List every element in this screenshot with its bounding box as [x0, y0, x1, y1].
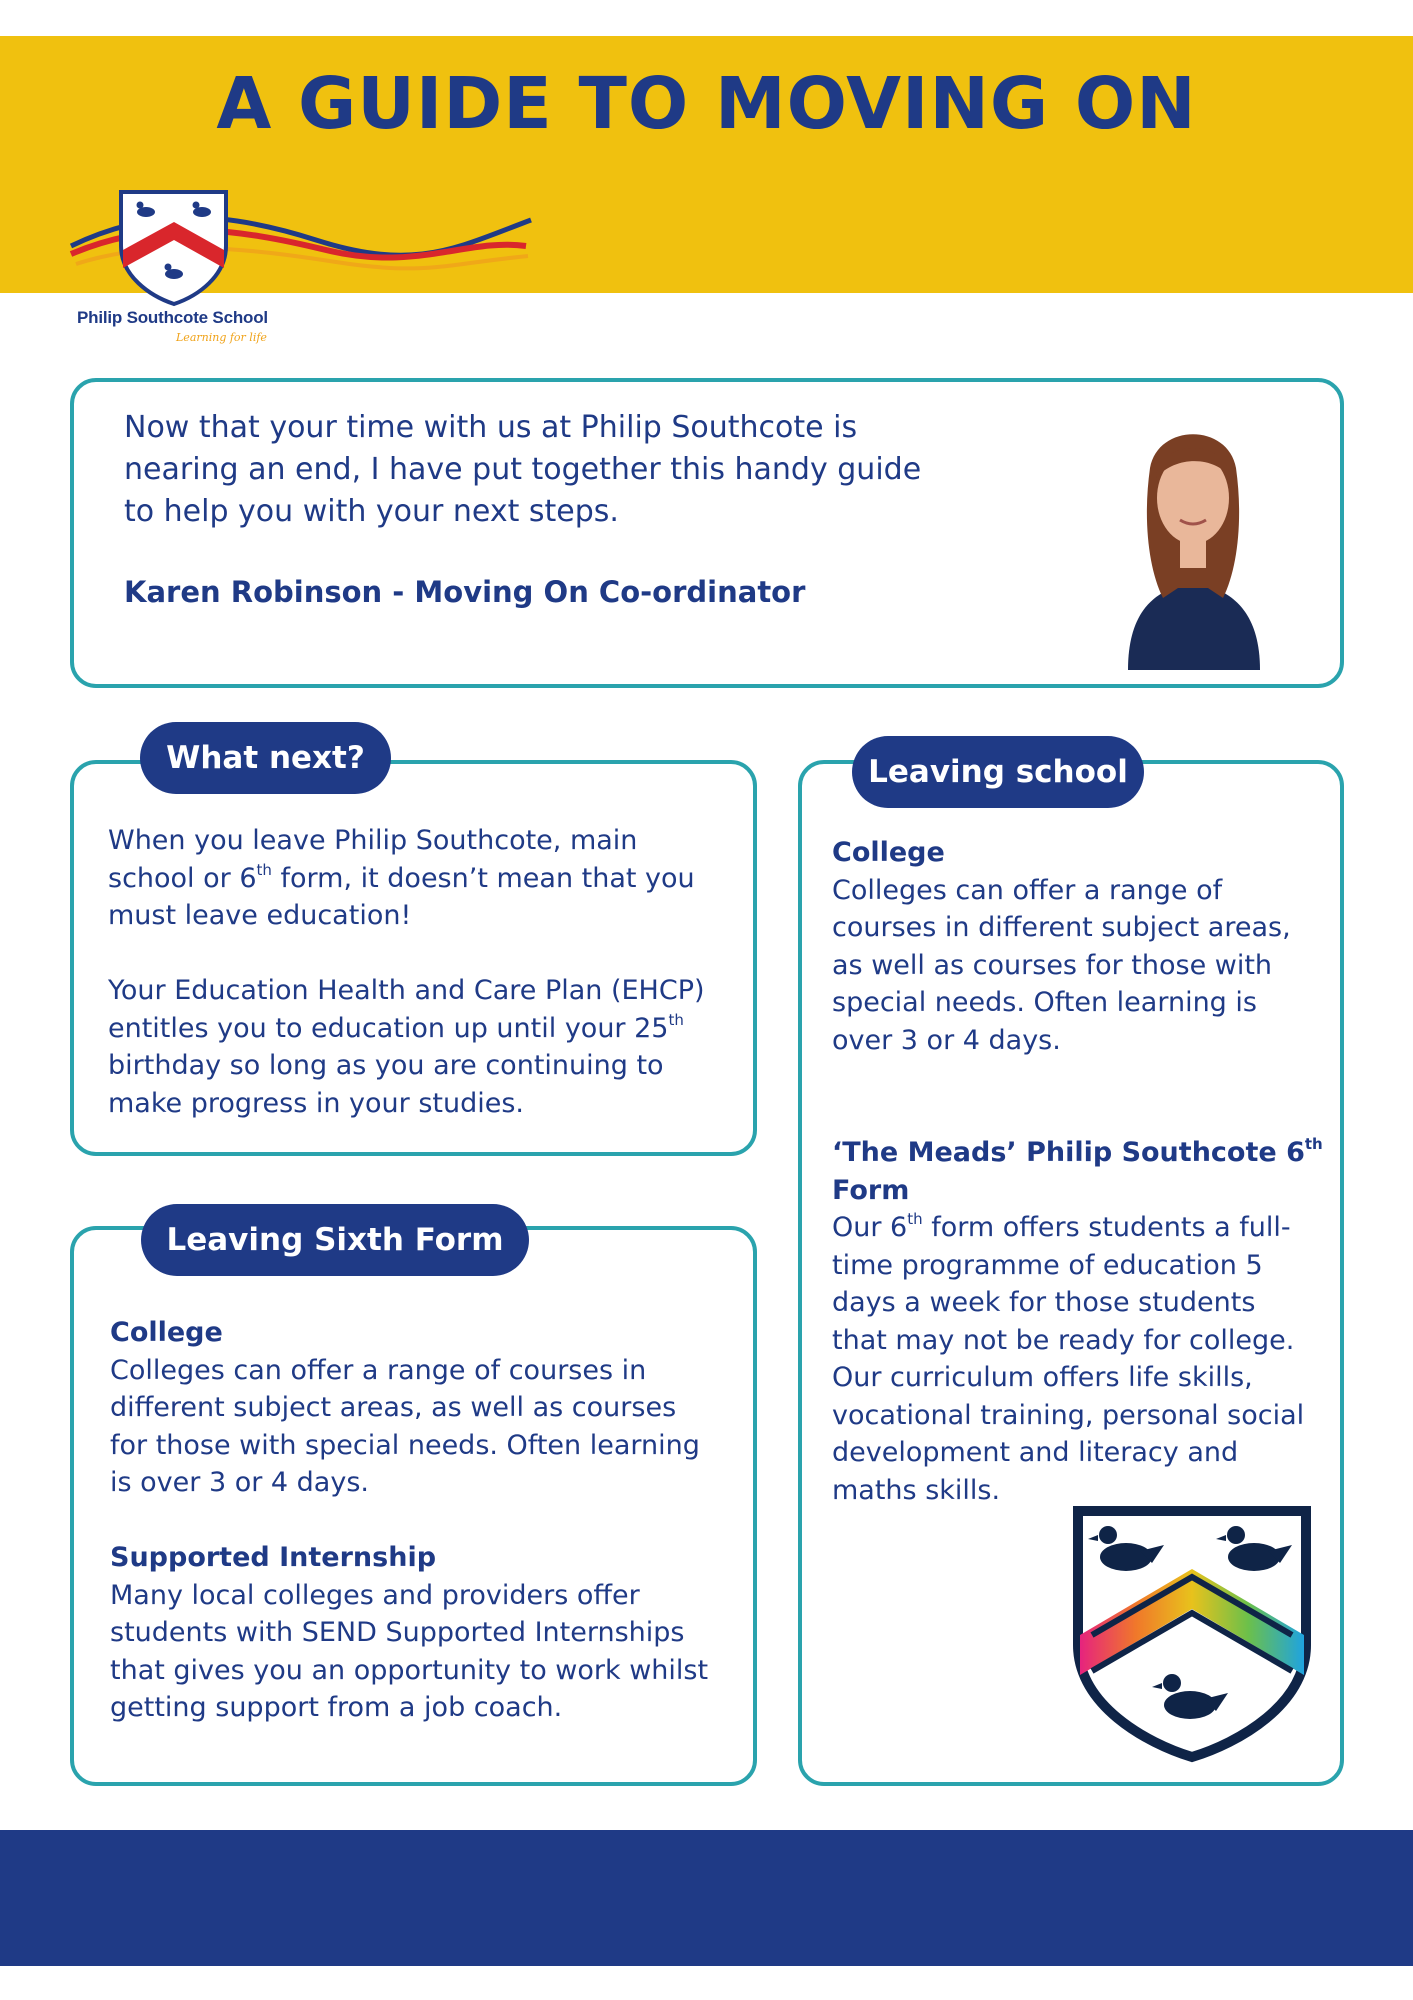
what-next-text [108, 822, 738, 1122]
paragraph-line: different subject areas, as well as courses [110, 1392, 677, 1423]
paragraph-line: Our 6th form offers students a full- [832, 1210, 1291, 1243]
intro-line: to help you with your next steps. [124, 494, 619, 529]
paragraph-line: courses in different subject areas, [832, 912, 1291, 943]
paragraph-line: students with SEND Supported Internships [110, 1617, 685, 1648]
college-subheading: College [832, 837, 945, 868]
paragraph-line: over 3 or 4 days. [832, 1024, 1061, 1056]
paragraph-line: Our curriculum offers life skills, [832, 1362, 1253, 1393]
paragraph-line: Colleges can offer a range of [832, 874, 1223, 906]
intro-signature: Karen Robinson - Moving On Co-ordinator [124, 575, 806, 609]
intro-line: Now that your time with us at Philip Southcote is [124, 410, 858, 445]
paragraph-line: make progress in your studies. [108, 1087, 525, 1119]
paragraph-line: as well as courses for those with [832, 949, 1273, 981]
paragraph-line: Many local colleges and providers offer [110, 1579, 640, 1611]
paragraph-line: time programme of education 5 [832, 1249, 1263, 1281]
paragraph-line: birthday so long as you are continuing to [108, 1050, 664, 1081]
paragraph-line: days a week for those students [832, 1287, 1256, 1318]
intro-line: nearing an end, I have put together this handy guide [124, 452, 922, 487]
coordinator-portrait [1088, 398, 1298, 670]
paragraph-line: for those with special needs. Often learning [110, 1429, 700, 1461]
paragraph-line: that may not be ready for college. [832, 1324, 1295, 1356]
paragraph-line: Colleges can offer a range of courses in [110, 1354, 647, 1386]
paragraph-line: entitles you to education up until your 25th [108, 1010, 684, 1044]
internship-subheading: Supported Internship [110, 1542, 437, 1573]
paragraph-line: maths skills. [832, 1474, 1001, 1506]
school-tagline: Learning for life [176, 331, 267, 344]
what-next-heading: What next? [140, 722, 391, 794]
paragraph-line: When you leave Philip Southcote, main [108, 825, 638, 856]
paragraph-line: is over 3 or 4 days. [110, 1467, 369, 1498]
paragraph-line: development and literacy and [832, 1437, 1239, 1468]
paragraph-line: getting support from a job coach. [110, 1692, 563, 1723]
paragraph-line: vocational training, personal social [832, 1399, 1305, 1431]
page-title: A GUIDE TO MOVING ON [216, 62, 1197, 145]
paragraph-line: must leave education! [108, 900, 412, 931]
college-subheading: College [110, 1317, 223, 1348]
leaving-sixth-form-heading: Leaving Sixth Form [141, 1204, 529, 1276]
paragraph-line: special needs. Often learning is [832, 987, 1257, 1018]
school-crest-icon [1068, 1505, 1316, 1763]
leaving-school-text [832, 834, 1337, 1509]
paragraph-line: that gives you an opportunity to work whilst [110, 1654, 709, 1686]
paragraph-line: school or 6th form, it doesn’t mean that you [108, 860, 695, 894]
intro-message [124, 407, 944, 533]
meads-subheading: ‘The Meads’ Philip Southcote 6th [832, 1135, 1323, 1168]
leaving-school-heading: Leaving school [852, 736, 1144, 808]
paragraph-line: Your Education Health and Care Plan (EHCP) [108, 975, 705, 1006]
school-name: Philip Southcote School [77, 308, 268, 327]
footer-band [0, 1830, 1413, 1966]
leaving-sixth-form-text [110, 1314, 740, 1727]
meads-subheading-cont: Form [832, 1174, 910, 1206]
